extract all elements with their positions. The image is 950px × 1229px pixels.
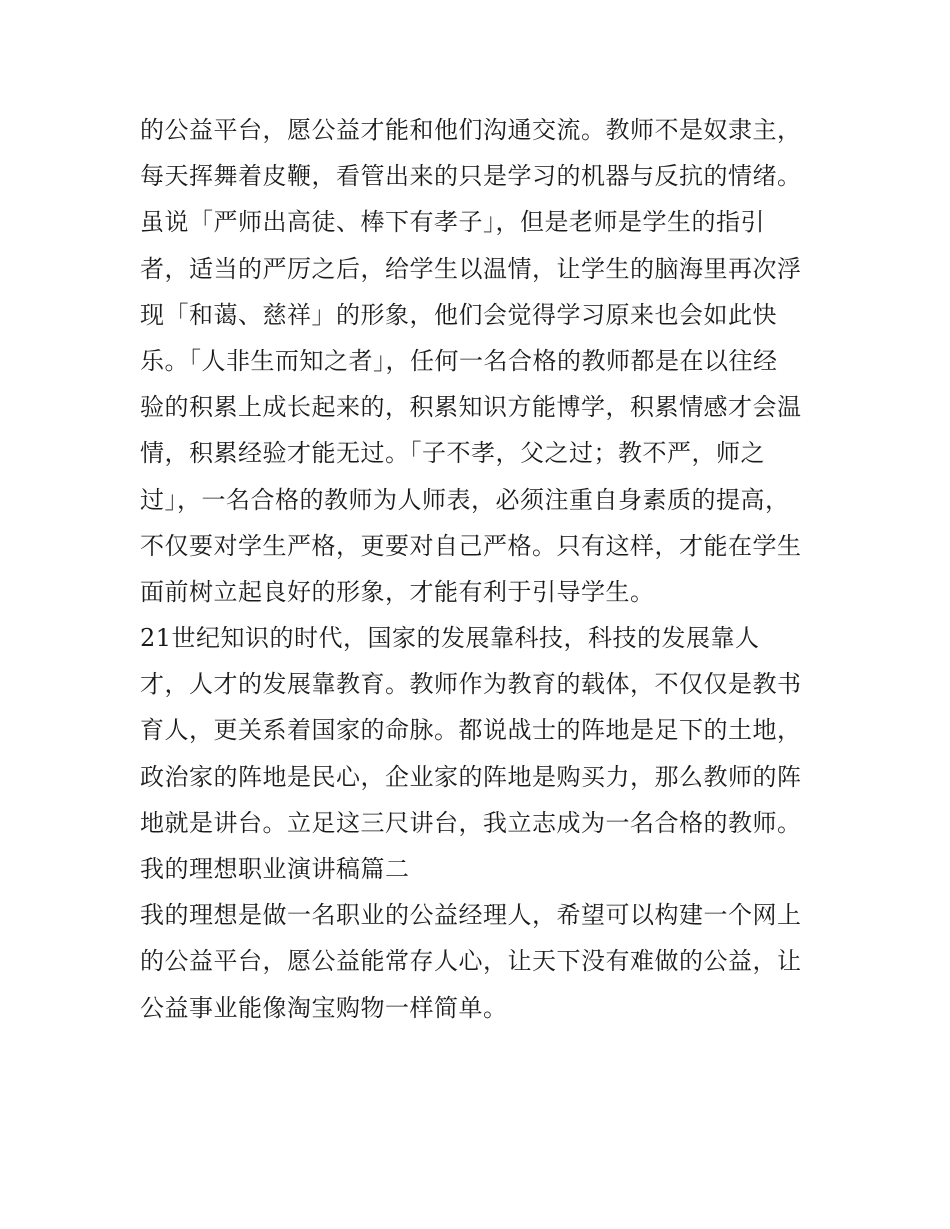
text-line: 我的理想是做一名职业的公益经理人，希望可以构建一个网上 <box>140 901 802 930</box>
text-line: 地就是讲台。立足这三尺讲台，我立志成为一名合格的教师。 <box>140 808 802 837</box>
section-heading: 我的理想职业演讲稿篇二 <box>140 855 410 883</box>
text-line: 的公益平台，愿公益才能和他们沟通交流。教师不是奴隶主， <box>140 116 802 144</box>
text-line: 者，适当的严厉之后，给学生以温情，让学生的脑海里再次浮 <box>140 254 802 283</box>
text-line: 乐。「人非生而知之者」，任何一名合格的教师都是在以往经 <box>140 346 778 375</box>
text-line: 虽说「严师出高徒、棒下有孝子」，但是老师是学生的指引 <box>140 208 765 237</box>
text-line: 过」，一名合格的教师为人师表，必须注重自身素质的提高， <box>140 485 790 514</box>
text-line: 现「和蔼、慈祥」的形象，他们会觉得学习原来也会如此快 <box>140 300 777 329</box>
text-line: 情，积累经验才能无过。「子不孝，父之过；教不严，师之 <box>140 439 765 468</box>
text-line: 每天挥舞着皮鞭，看管出来的只是学习的机器与反抗的情绪。 <box>140 162 802 191</box>
text-line: 不仅要对学生严格，更要对自己严格。只有这样，才能在学生 <box>140 531 802 560</box>
document-body <box>140 107 820 1031</box>
text-line: 才，人才的发展靠教育。教师作为教育的载体，不仅仅是教书 <box>140 670 802 699</box>
text-line: 验的积累上成长起来的，积累知识方能博学，积累情感才会温 <box>140 393 802 422</box>
text-line: 政治家的阵地是民心，企业家的阵地是购买力，那么教师的阵 <box>140 762 802 791</box>
text-line: 公益事业能像淘宝购物一样简单。 <box>140 993 508 1022</box>
text-line: 的公益平台，愿公益能常存人心，让天下没有难做的公益，让 <box>140 947 802 976</box>
text-line: 面前树立起良好的形象，才能有利于引导学生。 <box>140 577 655 606</box>
text-line: 育人，更关系着国家的命脉。都说战士的阵地是足下的土地， <box>140 716 802 745</box>
text-line: 21世纪知识的时代，国家的发展靠科技，科技的发展靠人 <box>140 624 760 653</box>
